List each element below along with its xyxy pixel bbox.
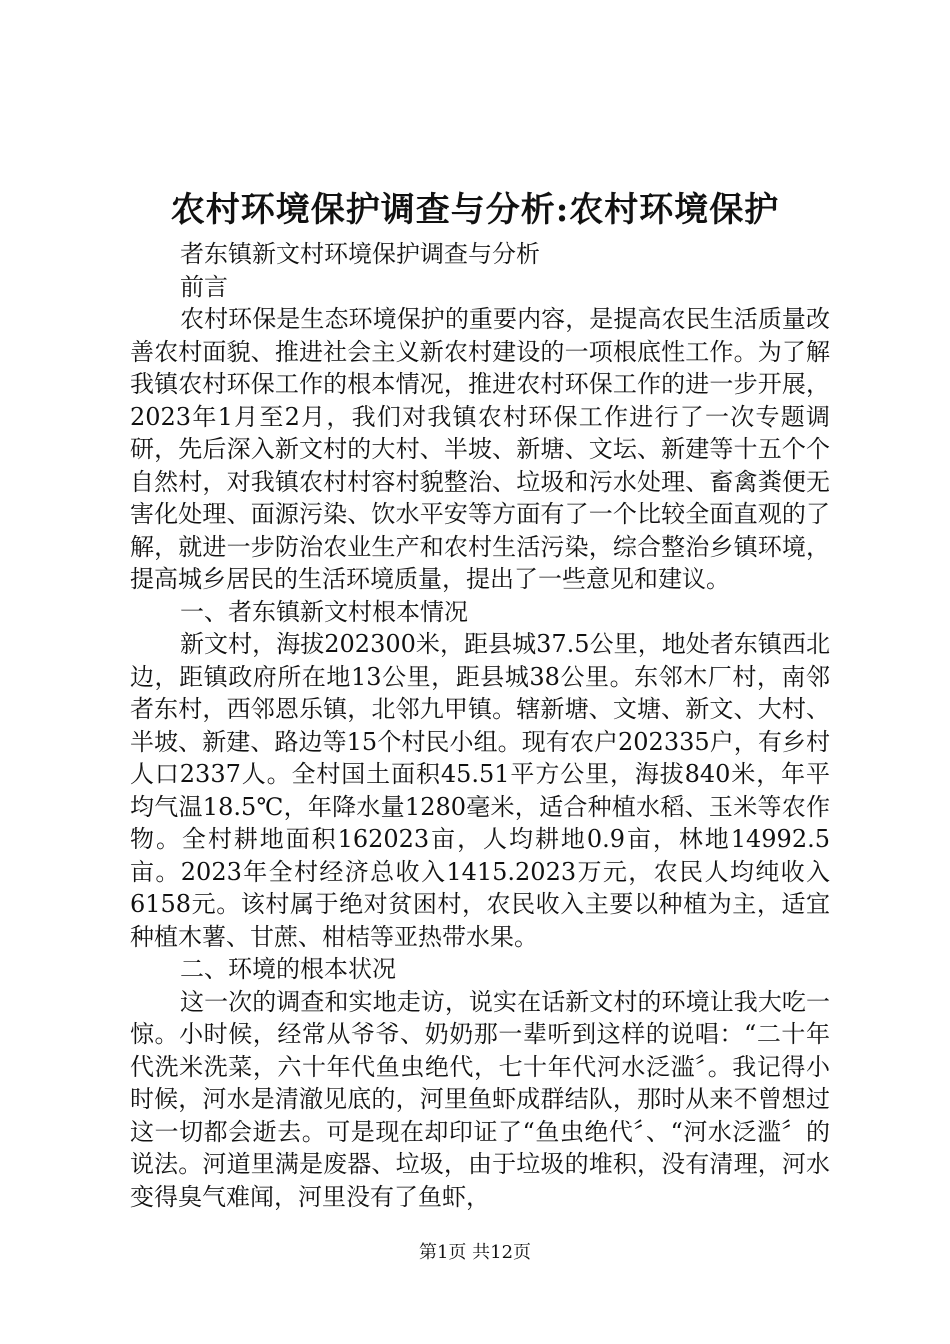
section-heading-1: 一、者东镇新文村根本情况 xyxy=(180,597,468,626)
document-title: 农村环境保护调查与分析:农村环境保护 xyxy=(170,190,780,230)
preface-heading: 前言 xyxy=(180,272,228,301)
paragraph-village-info: 新文村，海拔202300米，距县城37.5公里，地处者东镇西北边，距镇政府所在地13公里，距县城38公里。东邻木厂村，南邻者东村，西邻恩乐镇，北邻九甲镇。辖新塘、文塘、新文、大村、半坡、新建、路边等15个村民小组。现有农户202335户，有乡村人口2337人。全村国土面积45.51平方公里，海拔840米，年平均气温18.5℃，年降水量1280毫米，适合种植水稻、玉米等农作物。全村耕地面积162023亩，人均耕地0.9亩，林地14992.5亩。2023年全村经济总收入1415.2023万元，农民人均纯收入6158元。该村属于绝对贫困村，农民收入主要以种植为主，适宜种植木薯、甘蔗、柑桔等亚热带水果。 xyxy=(130,630,830,951)
page-number-footer: 第1页 共12页 xyxy=(418,1242,532,1263)
section-heading-2: 二、环境的根本状况 xyxy=(180,955,396,983)
paragraph-environment: 这一次的调查和实地走访，说实在话新文村的环境让我大吃一惊。小时候，经常从爷爷、奶奶那一辈听到这样的说唱：“二十年代洗米洗菜，六十年代鱼虫绝代，七十年代河水泛滥〞。我记得小时候，河水是清澈见底的，河里鱼虾成群结队，那时从来不曾想过这一切都会逝去。可是现在却印证了“鱼虫绝代〞、“河水泛滥〞的说法。河道里满是废器、垃圾，由于垃圾的堆积，没有清理，河水变得臭气难闻，河里没有了鱼虾， xyxy=(130,987,830,1211)
paragraph-preface: 农村环保是生态环境保护的重要内容，是提高农民生活质量改善农村面貌、推进社会主义新农村建设的一项根底性工作。为了解我镇农村环保工作的根本情况，推进农村环保工作的进一步开展，2023年1月至2月，我们对我镇农村环保工作进行了一次专题调研，先后深入新文村的大村、半坡、新塘、文坛、新建等十五个个自然村，对我镇农村村容村貌整治、垃圾和污水处理、畜禽粪便无害化处理、面源污染、饮水平安等方面有了一个比较全面直观的了解，就进一步防治农业生产和农村生活污染，综合整治乡镇环境，提高城乡居民的生活环境质量，提出了一些意见和建议。 xyxy=(130,305,830,593)
document-body xyxy=(130,238,830,1213)
subtitle: 者东镇新文村环境保护调查与分析 xyxy=(180,240,540,268)
